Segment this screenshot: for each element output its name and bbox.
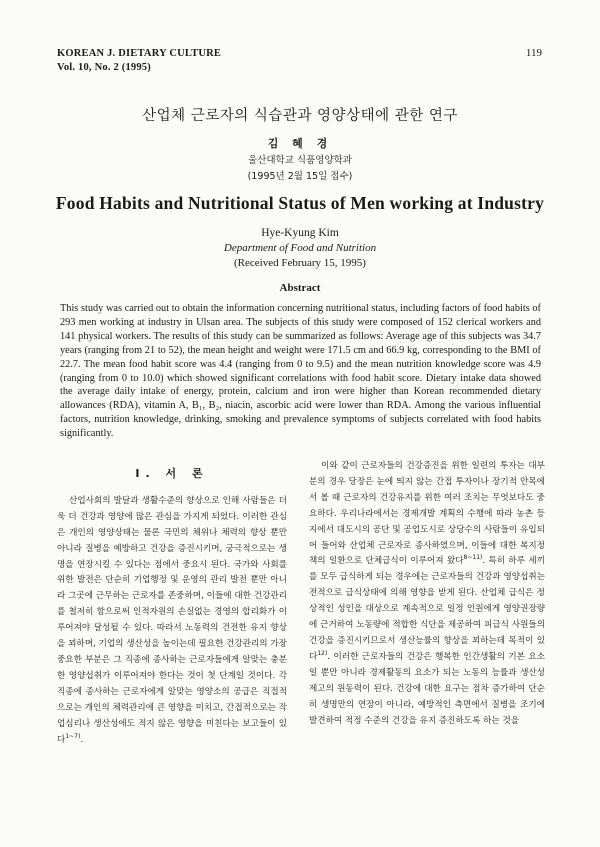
journal-header [57, 47, 221, 75]
paragraph-text: 이와 같이 근로자들의 건강증진을 위한 일련의 투자는 대부분의 경우 당장은 눈에 띄지 않는 간접 투자이나 장기적 안목에서 볼 때 근로자의 건강유지를 위한 여러 조치는 무엇보다도 중요하다. 우리나라에서는 경제개발 계획의 수행에 따라 농촌 등지에서 대도시의 공단 및 공업도시로 상당수의 사람들이 유입되어 들어와 산업체 근로자로 종사하였으며, 이들에 대한 복지정책의 일환으로 단체급식이 이루어져 왔다 [309, 461, 545, 567]
journal-volume: Vol. 10, No. 2 (1995) [57, 62, 151, 73]
paragraph-text: . 이러한 근로자들의 건강은 행복한 인간생활의 기본 요소일 뿐만 아니라 경제활동의 요소가 되는 노동의 능률과 생산성 제고의 원동력이 된다. 건강에 대한 요구는 점차 증가하여 단순히 생명만의 연장이 아니라, 예방적인 측면에서 질병을 조기에 발견하여 적정 수준의 건강을 유지 증진하도록 하는 것을 [309, 651, 545, 726]
paragraph-text: 산업사회의 발달과 생활수준의 향상으로 인해 사람들은 더욱 더 건강과 영양에 많은 관심을 가지게 되었다. 이러한 관심은 개인의 영양상태는 물론 국민의 체위나 체력의 향상 뿐만 아니라 질병을 예방하고 건강을 증진시키며, 궁극적으로는 생명을 연장시킬 수 있다는 점에서 중요시 된다. 국가와 사회를 위한 발전은 단순히 기업행정 및 운영의 관리 발전 뿐만 아니라 그곳에 근무하는 근로자를 존중하며, 이들에 대한 건강관리를 철저히 함으로써 인적자원의 손실없는 경영의 합리화가 이루어져야 달성될 수 있다. 따라서 노동력의 건전한 유지 향상을 꾀하며, 기업의 생산성을 높이는데 필요한 건강관리의 가장 중요한 부분은 그 직종에 종사하는 근로자들에게 알맞는 충분한 영양섭취가 이루어져야 한다는 것이 첫 단계일 것이다. 각 직종에 종사하는 근로자에게 알맞는 영양소의 공급은 직접적으로는 개인의 체력관리에 큰 영향을 미치고, 간접적으로는 작업심리나 생산성에도 적지 않은 영향을 미친다는 보고들이 있다 [57, 495, 287, 745]
body-paragraph [309, 459, 545, 729]
body-left-column [57, 466, 287, 748]
english-received-date: (Received February 15, 1995) [234, 257, 366, 269]
section-heading-introduction: I. 서 론 [135, 467, 209, 480]
korean-department: 울산대학교 식품영양학과 [248, 155, 352, 166]
english-department: Department of Food and Nutrition [223, 242, 377, 254]
journal-name: KOREAN J. DIETARY CULTURE [57, 48, 222, 59]
page-number: 119 [525, 47, 542, 59]
english-author: Hye-Kyung Kim [261, 227, 339, 239]
abstract-heading: Abstract [279, 282, 321, 294]
korean-received-date: (1995년 2월 15일 접수) [247, 171, 353, 182]
paragraph-text: . 특히 하루 세끼를 모두 급식하게 되는 경우에는 근로자들의 건강과 영양섭취는 전적으로 급식상태에 의해 영향을 받게 된다. 산업체 급식은 정상적인 성인을 대상으로 계속적으로 일정 인원에게 영양권장량에 근거하여 노동량에 적합한 식단을 제공하여 피급식 사원들의 건강을 증진시키므로서 생산능률의 향상을 꾀하는데 목적이 있다 [309, 556, 545, 662]
body-right-column [309, 459, 545, 729]
english-title: Food Habits and Nutritional Status of Men working at Industry [55, 193, 545, 213]
abstract-text: This study was carried out to obtain the information concerning nutritional status, including factors of food habits of 293 men working at industry in Ulsan area. The subjects of this study were composed of 152 clerical workers and 141 physical workers. The results of this study can be summarized as follows: Average age of this subjects was 34.7 years (ranging from 21 to 52), the mean height and weight were 171.5 cm and 66.9 kg, corresponding to the BMI of 22.7. The mean food habit score was 4.4 (ranging from 0 to 9.5) and the mean nutrition knowledge score was 4.9 (ranging from 0 to 10.0) which showed significant correlations with food habit score. Dietary intake data showed the average daily intake of energy, protein, calcium and iron were higher than Korean recommended dietary allowances (RDA), vitamin A, B₁, B₂, niacin, ascorbic acid were lower than RDA. Among the various influential factors, nutrition knowledge, drinking, smoking and prevalence symptoms of subjects correlated with food habits significantly. [60, 303, 541, 440]
body-paragraph: 산업사회의 발달과 생활수준의 향상으로 인해 사람들은 더욱 더 건강과 영양에 많은 관심을 가지게 되었다. 이러한 관심은 개인의 영양상태는 물론 국민의 체위나 체력의 향상 뿐만 아니라 질병을 예방하고 건강을 증진시키며, 궁극적으로는 생명을 연장시킬 수 있다는 점에서 중요시 된다. 국가와 사회를 위한 발전은 단순히 기업행정 및 운영의 관리 발전 뿐만 아니라 그곳에 근무하는 근로자를 존중하며, 이들에 대한 건강관리를 철저히 함으로써 인적자원의 손실없는 경영의 합리화가 이루어져야 달성될 수 있다. 따라서 노동력의 건전한 유지 향상을 꾀하며, 기업의 생산성을 높이는데 필요한 건강관리의 가장 중요한 부분은 그 직종에 종사하는 근로자들에게 알맞는 충분한 영양섭취가 이루어져야 한다는 것이 첫 단계일 것이다. 각 직종에 종사하는 근로자에게 알맞는 영양소의 공급은 직접적으로는 개인의 체력관리에 큰 영향을 미치고, 간접적으로는 작업심리나 생산성에도 적지 않은 영향을 미친다는 보고들이 있다$^{1\sim 7)}$. [57, 495, 287, 745]
citation: 12) [317, 650, 328, 658]
citation: 8~11) [463, 554, 483, 562]
korean-title: 산업체 근로자의 식습관과 영양상태에 관한 연구 [142, 108, 458, 124]
citation: 1~7) [65, 732, 81, 740]
korean-author: 김 혜 경 [267, 137, 333, 150]
